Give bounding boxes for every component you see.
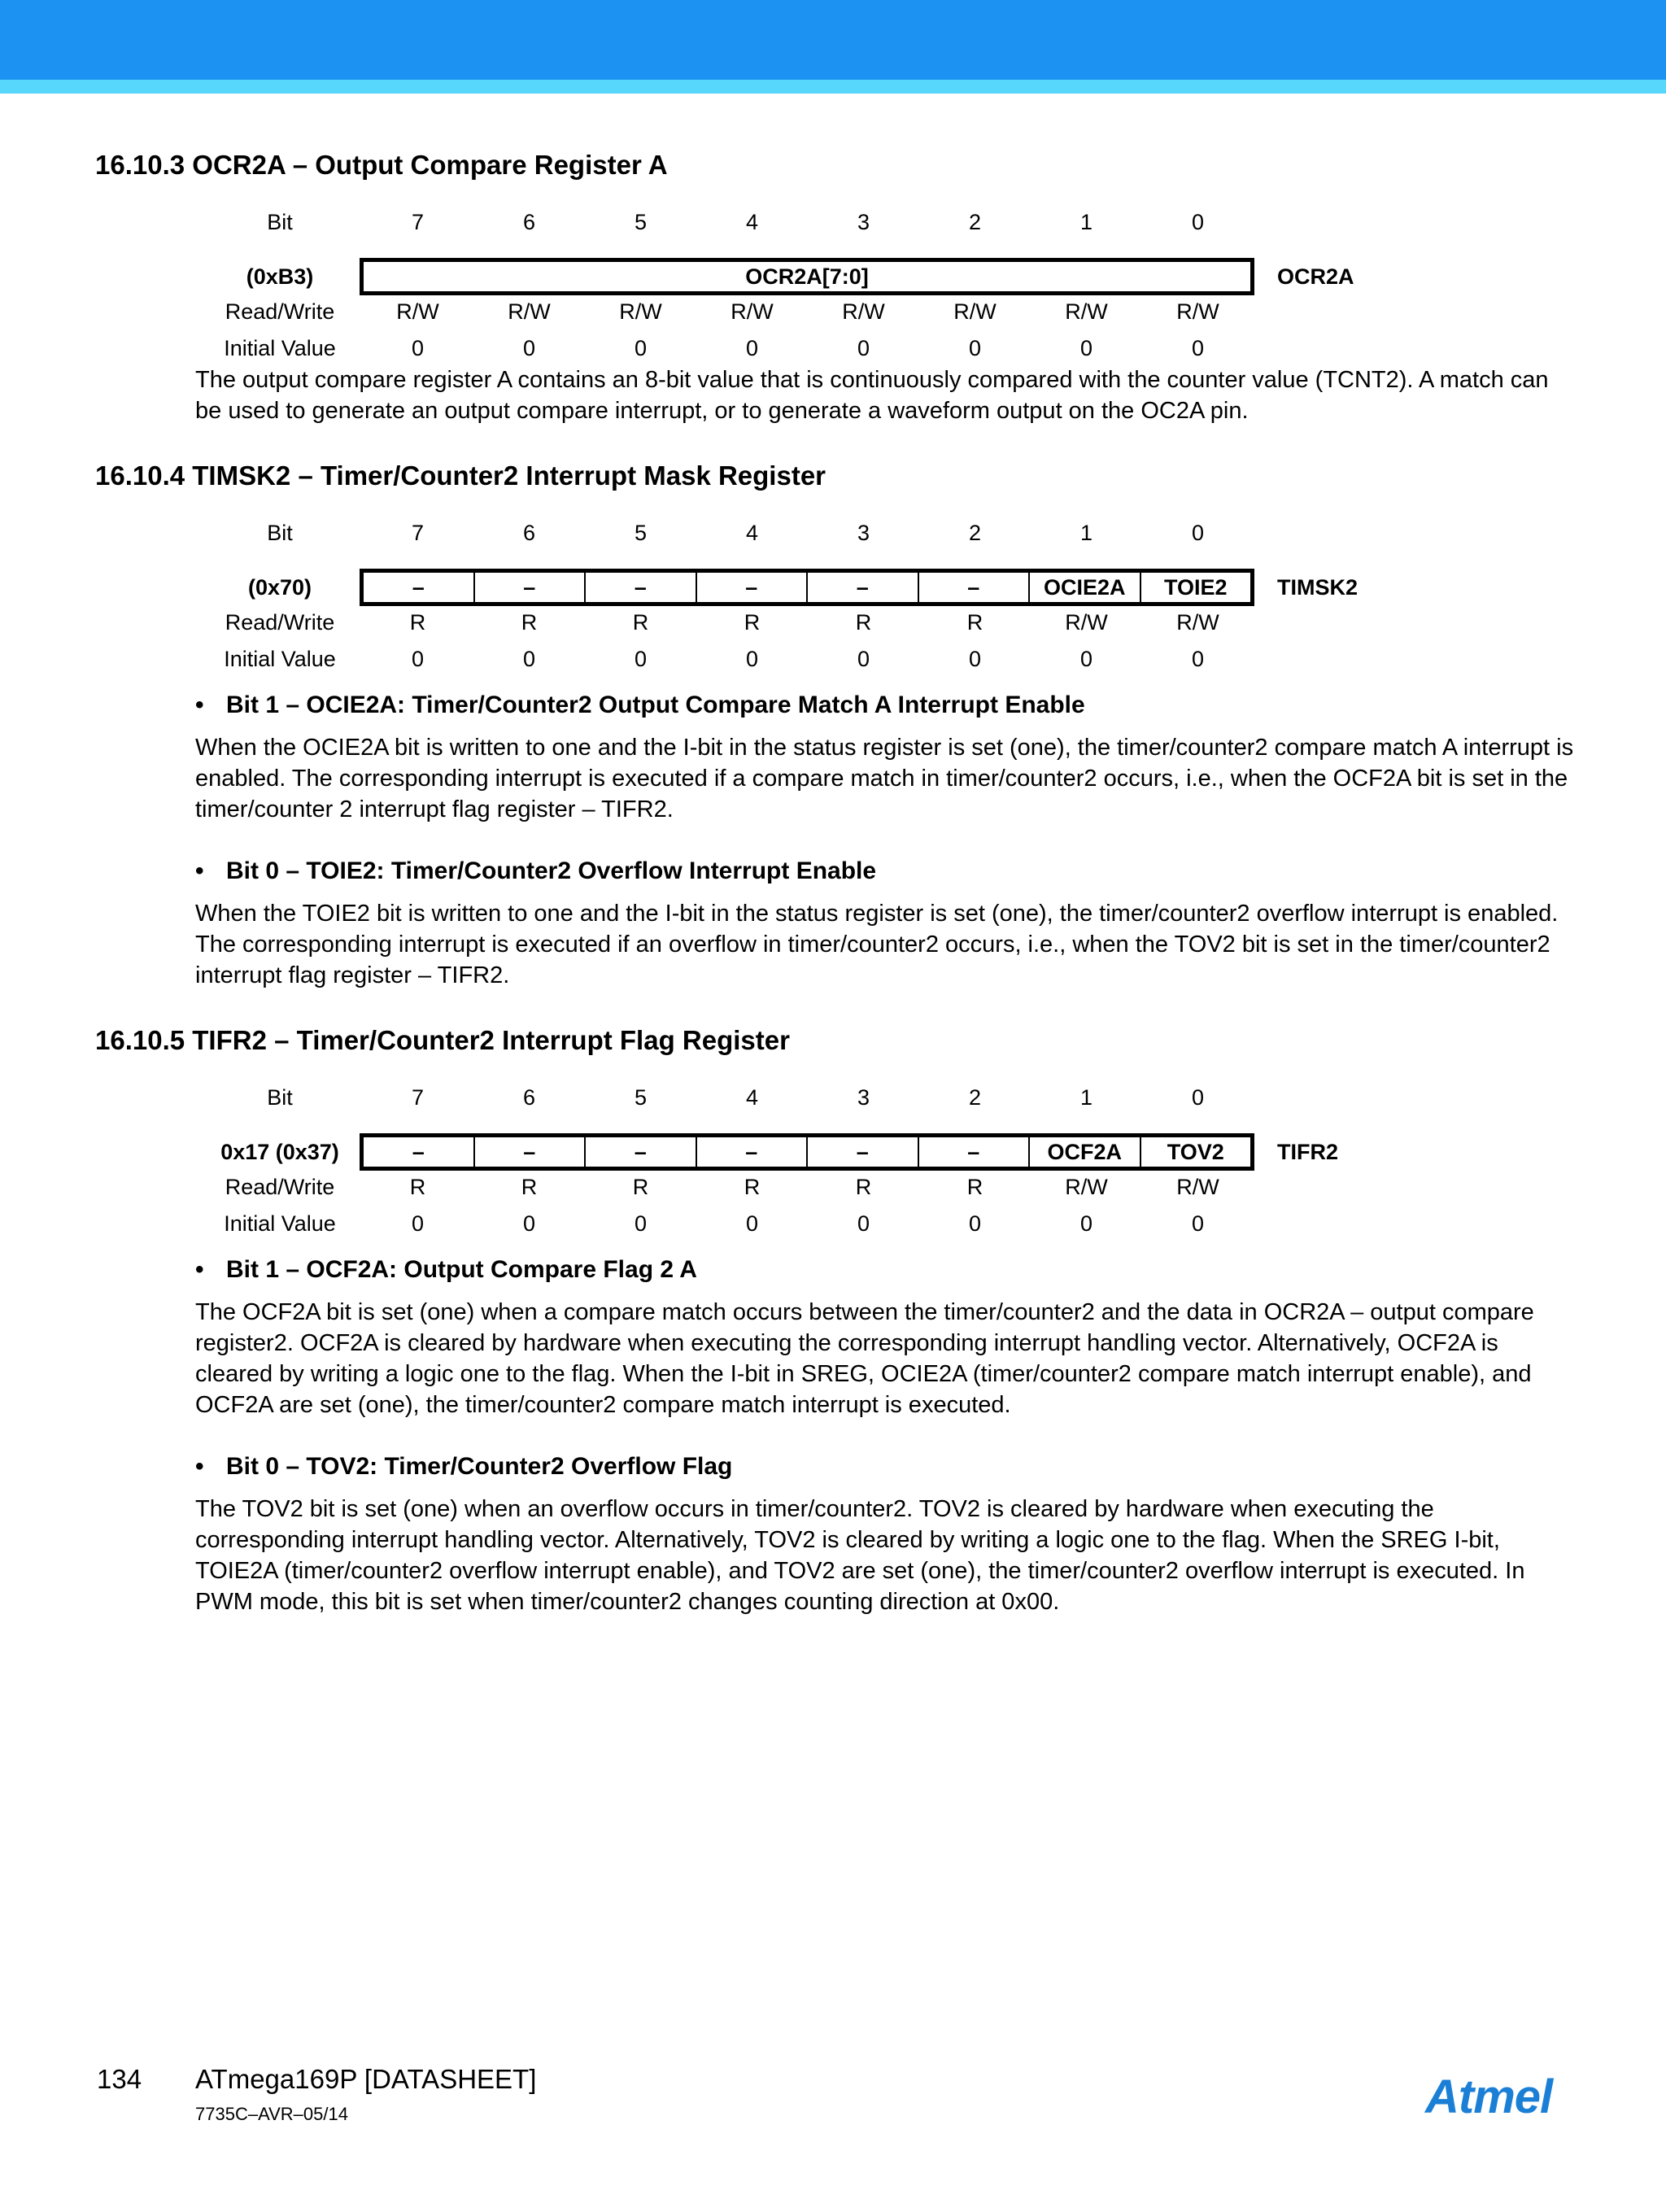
bit-number: 6 [522,1085,536,1110]
register-tifr2 [0,1075,1666,1236]
read-write-value: R [744,610,761,635]
initial-value: 0 [522,1211,536,1236]
bit-label: Bit [267,521,293,545]
initial-value-label: Initial Value [224,647,336,671]
bit-number: 1 [1079,1085,1093,1110]
read-write-label: Read/Write [225,299,335,324]
register-address: (0x70) [247,575,312,600]
register-box [360,569,1254,606]
bit-number: 7 [411,1085,425,1110]
register-bit-cell: OCF2A [1028,1137,1140,1167]
initial-value: 0 [745,1211,759,1236]
initial-value: 0 [634,336,648,360]
read-write-value: R/W [396,299,439,324]
bullet-heading-ocf2a [195,1254,697,1285]
initial-value: 0 [745,647,759,671]
register-bit-cell: – [584,1137,696,1167]
register-name: TIMSK2 [1277,575,1359,600]
bullet-heading-tov2 [195,1451,732,1482]
bullet-icon: • [195,692,204,718]
initial-value: 0 [1079,647,1093,671]
bit-number: 4 [745,210,759,234]
register-address: 0x17 (0x37) [220,1140,339,1164]
read-write-value: R/W [953,299,997,324]
initial-value: 0 [1191,647,1205,671]
register-bit-cell: – [473,1137,585,1167]
paragraph-toie2: When the TOIE2 bit is written to one and the I-bit in the status register is set (one), the timer/counter2 overflow interrupt is enabled. The corresponding interrupt is executed if an overflow in timer/counter2 occurs, i.e., when the TOV2 bit is set in the timer/counter2 interrupt flag register – TIFR2. [195,901,1559,988]
header-strip [0,80,1666,94]
initial-value: 0 [411,647,425,671]
read-write-value: R [409,610,426,635]
bit-number: 0 [1191,1085,1205,1110]
paragraph-tov2: The TOV2 bit is set (one) when an overflow occurs in timer/counter2. TOV2 is cleared by hardware when executing the corresponding interrupt handling vector. Alternatively, TOV2 is cleared by writing a logic one to the flag. When the SREG I-bit, TOIE2A (timer/counter2 overflow interrupt enable), and TOV2 are set (one), the timer/counter2 overflow interrupt is executed. In PWM mode, this bit is set when timer/counter2 changes counting direction at 0x00. [195,1496,1525,1615]
bit-number: 4 [745,521,759,545]
bit-number: 6 [522,521,536,545]
page-number: 134 [97,2064,142,2094]
bit-number: 2 [968,521,982,545]
register-bit-cell: – [473,573,585,602]
register-bit-cell: – [918,1137,1029,1167]
read-write-value: R/W [619,299,662,324]
bit-number: 4 [745,1085,759,1110]
initial-value: 0 [1079,336,1093,360]
bit-number: 2 [968,210,982,234]
bit-number: 1 [1079,210,1093,234]
initial-value: 0 [745,336,759,360]
bullet-text: Bit 0 – TOV2: Timer/Counter2 Overflow Flag [226,1453,733,1480]
paragraph-ocf2a: The OCF2A bit is set (one) when a compare match occurs between the timer/counter2 and the data in OCR2A – output compare register2. OCF2A is cleared by hardware when executing the corresponding interrupt handling vector. Alternatively, OCF2A is cleared by writing a logic one to the flag. When the I-bit in SREG, OCIE2A (timer/counter2 compare match interrupt enable), and OCF2A are set (one), the timer/counter2 compare match interrupt is executed. [195,1299,1534,1418]
bit-number: 2 [968,1085,982,1110]
initial-value: 0 [968,647,982,671]
read-write-value: R [744,1175,761,1199]
read-write-value: R [855,610,872,635]
bullet-text: Bit 1 – OCIE2A: Timer/Counter2 Output Compare Match A Interrupt Enable [226,692,1085,718]
bullet-text: Bit 0 – TOIE2: Timer/Counter2 Overflow Interrupt Enable [226,857,877,884]
register-bit-cell: – [806,1137,918,1167]
section-title-timsk2: 16.10.4 TIMSK2 – Timer/Counter2 Interrupt Mask Register [95,460,826,491]
register-bit-cell: – [412,574,425,600]
bit-number: 3 [857,1085,870,1110]
bullet-icon: • [195,1453,204,1480]
bullet-heading-ocie2a [195,690,1085,721]
register-name: OCR2A [1277,264,1354,289]
bullet-text: Bit 1 – OCF2A: Output Compare Flag 2 A [226,1256,697,1283]
bit-number: 3 [857,210,870,234]
bullet-icon: • [195,857,204,884]
register-box [360,1133,1254,1171]
register-field-full: OCR2A[7:0] [745,264,869,289]
initial-value: 0 [857,336,870,360]
register-address: (0xB3) [246,264,314,289]
section-title-ocr2a: 16.10.3 OCR2A – Output Compare Register A [95,150,668,180]
bit-number: 5 [634,1085,648,1110]
initial-value: 0 [634,647,648,671]
read-write-value: R [632,1175,649,1199]
bullet-heading-toie2 [195,856,876,887]
register-box [360,258,1254,295]
bit-number: 5 [634,521,648,545]
initial-value: 0 [634,1211,648,1236]
bit-number: 6 [522,210,536,234]
initial-value: 0 [411,1211,425,1236]
header-band [0,0,1666,80]
bit-number: 1 [1079,521,1093,545]
document-code: 7735C–AVR–05/14 [195,2104,348,2124]
initial-value: 0 [522,336,536,360]
read-write-value: R/W [1176,610,1219,635]
bit-number: 7 [411,521,425,545]
initial-value: 0 [968,336,982,360]
paragraph-ocie2a: When the OCIE2A bit is written to one and the I-bit in the status register is set (one), the timer/counter2 compare match A interrupt is enabled. The corresponding interrupt is executed if a compare match in timer/counter2 occurs, i.e., when the OCF2A bit is set in the timer/counter 2 interrupt flag register – TIFR2. [195,735,1574,822]
register-bit-cell: – [412,1139,425,1164]
bit-number: 0 [1191,521,1205,545]
initial-value: 0 [411,336,425,360]
initial-value: 0 [968,1211,982,1236]
bit-number: 7 [411,210,425,234]
bit-label: Bit [267,1085,293,1110]
read-write-value: R [855,1175,872,1199]
document-title: ATmega169P [DATASHEET] [195,2064,537,2094]
section-title-tifr2: 16.10.5 TIFR2 – Timer/Counter2 Interrupt Flag Register [95,1025,790,1055]
register-name: TIFR2 [1277,1140,1339,1164]
read-write-label: Read/Write [225,610,335,635]
read-write-value: R/W [508,299,551,324]
register-bit-cell: – [696,1137,807,1167]
initial-value-label: Initial Value [224,336,336,360]
register-bit-cell: – [696,573,807,602]
register-ocr2a [0,200,1666,360]
read-write-value: R [521,1175,538,1199]
bit-number: 3 [857,521,870,545]
bit-number: 5 [634,210,648,234]
initial-value: 0 [1191,336,1205,360]
initial-value: 0 [522,647,536,671]
read-write-value: R/W [842,299,885,324]
initial-value: 0 [1079,1211,1093,1236]
read-write-value: R/W [1176,299,1219,324]
initial-value: 0 [857,1211,870,1236]
read-write-value: R/W [1065,1175,1108,1199]
read-write-value: R [521,610,538,635]
read-write-label: Read/Write [225,1175,335,1199]
initial-value: 0 [857,647,870,671]
bit-number: 0 [1191,210,1205,234]
atmel-logo: Atmel [1425,2070,1553,2123]
register-bit-cell: TOIE2 [1140,573,1251,602]
read-write-value: R/W [1065,610,1108,635]
read-write-value: R [966,1175,983,1199]
initial-value-label: Initial Value [224,1211,336,1236]
register-timsk2 [0,511,1666,671]
read-write-value: R [409,1175,426,1199]
register-bit-cell: – [918,573,1029,602]
read-write-value: R [966,610,983,635]
bullet-icon: • [195,1256,204,1283]
read-write-value: R/W [731,299,774,324]
bit-label: Bit [267,210,293,234]
register-bit-cell: – [584,573,696,602]
register-bit-cell: TOV2 [1140,1137,1251,1167]
paragraph-ocr2a: The output compare register A contains an 8-bit value that is continuously compared with the counter value (TCNT2). A match can be used to generate an output compare interrupt, or to generate a waveform output on the OC2A pin. [195,367,1549,424]
read-write-value: R/W [1065,299,1108,324]
read-write-value: R/W [1176,1175,1219,1199]
register-bit-cell: OCIE2A [1028,573,1140,602]
read-write-value: R [632,610,649,635]
initial-value: 0 [1191,1211,1205,1236]
register-bit-cell: – [806,573,918,602]
